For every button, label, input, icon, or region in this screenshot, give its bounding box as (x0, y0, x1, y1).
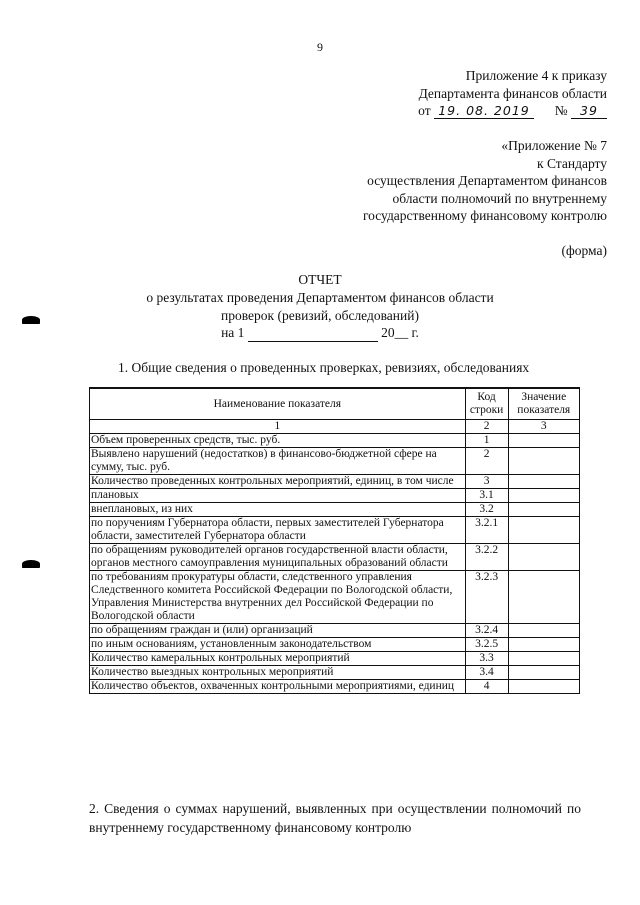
row-code: 3.2.2 (465, 544, 508, 571)
row-code: 3.2.5 (465, 638, 508, 652)
row-value (508, 638, 579, 652)
row-value (508, 544, 579, 571)
report-date-blank (248, 325, 378, 342)
table-row (90, 503, 580, 517)
row-value (508, 624, 579, 638)
table-row (90, 448, 580, 475)
row-code: 4 (465, 680, 508, 694)
row-name: по требованиям прокуратуры области, следственного управления Следственного комитета Российской Федерации по Вологодской области, Управления Министерства внутренних дел Российской Федерации по Вологодской области (90, 571, 466, 624)
section1-title: 1. Общие сведения о проведенных проверках, ревизиях, обследованиях (118, 360, 530, 375)
row-name: по обращениям граждан и (или) организаций (90, 624, 466, 638)
col-number-2: 2 (465, 420, 508, 434)
table-row (90, 517, 580, 544)
row-value (508, 434, 579, 448)
order-date: 19. 08. 2019 (434, 103, 534, 119)
row-code: 3 (465, 475, 508, 489)
row-name: Количество камеральных контрольных мероприятий (90, 652, 466, 666)
row-code: 3.2.3 (465, 571, 508, 624)
report-date-year: 20__ г. (381, 325, 419, 340)
row-name: Выявлено нарушений (недостатков) в финансово-бюджетной сфере на сумму, тыс. руб. (90, 448, 466, 475)
appendix-line1: Приложение 4 к приказу (465, 68, 607, 83)
standard-appendix-line3: осуществления Департаментом финансов (367, 173, 607, 188)
row-name: Количество проведенных контрольных мероприятий, единиц, в том числе (90, 475, 466, 489)
row-value (508, 448, 579, 475)
row-code: 2 (465, 448, 508, 475)
row-code: 3.2.4 (465, 624, 508, 638)
row-code: 3.1 (465, 489, 508, 503)
row-code: 3.4 (465, 666, 508, 680)
row-value (508, 503, 579, 517)
page-number: 9 (317, 40, 323, 54)
row-name: Количество объектов, охваченных контрольными мероприятиями, единиц (90, 680, 466, 694)
report-date-prefix: на 1 (221, 325, 245, 340)
row-value (508, 666, 579, 680)
col-number-1: 1 (90, 420, 466, 434)
report-subtitle2: проверок (ревизий, обследований) (221, 308, 419, 323)
summary-table (89, 387, 580, 694)
header-value: Значение показателя (508, 388, 579, 420)
standard-appendix-line5: государственному финансовому контролю (362, 208, 607, 223)
table-row (90, 434, 580, 448)
table-row (90, 475, 580, 489)
row-name: по обращениям руководителей органов государственной власти области, органов местного самоуправления муниципальных образований области (90, 544, 466, 571)
table-row (90, 489, 580, 503)
header-code: Код строки (465, 388, 508, 420)
section2-text: 2. Сведения о суммах нарушений, выявленных при осуществлении полномочий по внутреннему государственному финансовому контролю (89, 801, 581, 835)
row-value (508, 517, 579, 544)
table-row (90, 571, 580, 624)
table-row (90, 652, 580, 666)
row-name: Объем проверенных средств, тыс. руб. (90, 434, 466, 448)
appendix-date-line (418, 103, 607, 119)
row-code: 1 (465, 434, 508, 448)
table-row (90, 680, 580, 694)
row-name: по поручениям Губернатора области, первых заместителей Губернатора области, заместителей Губернатора области (90, 517, 466, 544)
standard-appendix-line2: к Стандарту (537, 156, 607, 171)
row-name: плановых (90, 489, 466, 503)
appendix-line2: Департамента финансов области (418, 86, 607, 101)
table-row (90, 624, 580, 638)
report-subtitle1: о результатах проведения Департаментом финансов области (146, 290, 494, 305)
row-value (508, 571, 579, 624)
report-date-line (0, 325, 640, 342)
row-code: 3.2 (465, 503, 508, 517)
form-label: (форма) (561, 243, 607, 258)
table-row (90, 638, 580, 652)
row-value (508, 652, 579, 666)
header-name: Наименование показателя (90, 388, 466, 420)
table-row (90, 544, 580, 571)
row-name: по иным основаниям, установленным законодательством (90, 638, 466, 652)
row-code: 3.3 (465, 652, 508, 666)
report-title: ОТЧЕТ (298, 272, 342, 287)
row-value (508, 489, 579, 503)
from-label: от (418, 103, 431, 118)
margin-mark-2 (22, 560, 40, 568)
row-value (508, 680, 579, 694)
row-value (508, 475, 579, 489)
row-name: Количество выездных контрольных мероприятий (90, 666, 466, 680)
row-code: 3.2.1 (465, 517, 508, 544)
row-name: внеплановых, из них (90, 503, 466, 517)
col-number-3: 3 (508, 420, 579, 434)
table-row (90, 666, 580, 680)
margin-mark-1 (22, 316, 40, 324)
number-label: № (554, 103, 568, 118)
standard-appendix-line1: «Приложение № 7 (501, 138, 607, 153)
standard-appendix-line4: области полномочий по внутреннему (392, 191, 607, 206)
order-number: 39 (571, 103, 607, 119)
